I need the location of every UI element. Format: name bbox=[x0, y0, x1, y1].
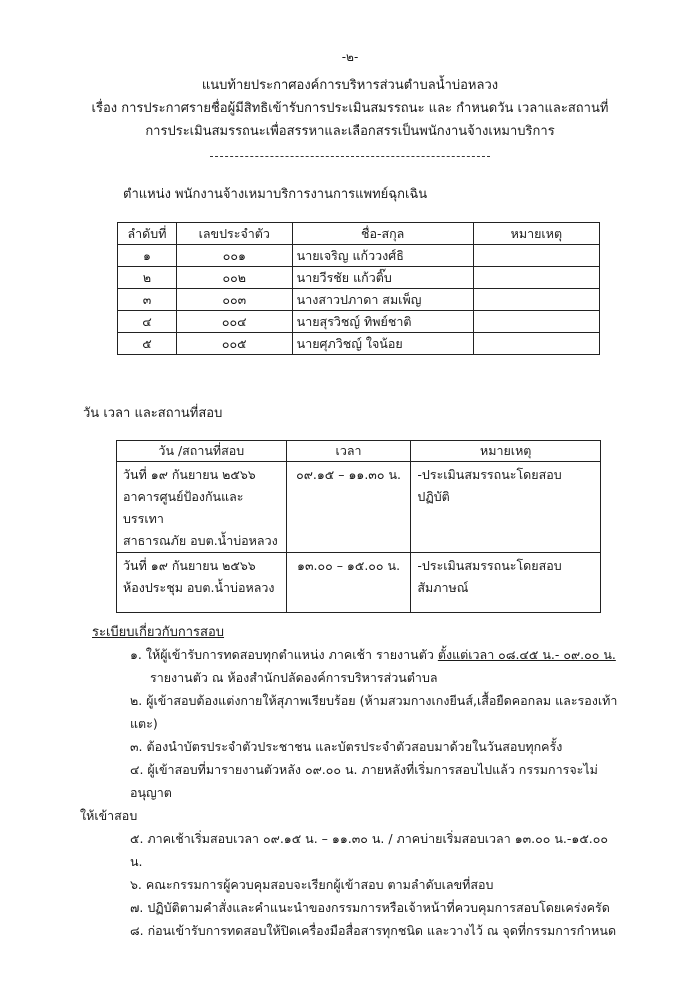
list-item: ๕. ภาคเช้าเริ่มสอบเวลา ๐๙.๑๕ น. – ๑๑.๓๐ น. / ภาคบ่ายเริ่มสอบเวลา ๑๓.๐๐ น.-๑๕.๐๐ น. bbox=[130, 831, 609, 869]
schedule-heading: วัน เวลา และสถานที่สอบ bbox=[83, 406, 223, 421]
document-header bbox=[0, 74, 700, 143]
place-date: วันที่ ๑๙ กันยายน ๒๕๖๖ bbox=[123, 467, 256, 482]
list-item: ๗. ปฏิบัติตามคำสั่งและคำแนะนำของกรรมการหรือเจ้าหน้าที่ควบคุมการสอบโดยเคร่งครัด bbox=[130, 900, 610, 915]
cell-note bbox=[473, 245, 599, 267]
cell-id: ๐๐๒ bbox=[176, 267, 292, 289]
page-number: -๒- bbox=[341, 50, 359, 64]
table-row bbox=[118, 311, 600, 333]
header-note: หมายเหตุ bbox=[473, 223, 599, 245]
cell-id: ๐๐๕ bbox=[176, 333, 292, 355]
list-item: ๖. คณะกรรมการผู้ควบคุมสอบจะเรียกผู้เข้าสอบ ตามลำดับเลขที่สอบ bbox=[130, 877, 494, 892]
schedule-table bbox=[116, 440, 601, 613]
table-row bbox=[118, 289, 600, 311]
cell-id: ๐๐๔ bbox=[176, 311, 292, 333]
cell-note: -ประเมินสมรรถนะโดยสอบปฏิบัติ bbox=[411, 462, 601, 553]
cell-note bbox=[473, 311, 599, 333]
list-item: ให้เข้าสอบ bbox=[80, 808, 138, 823]
cell-name: นายสุรวิชญ์ ทิพย์ชาติ bbox=[292, 311, 473, 333]
cell-id: ๐๐๑ bbox=[176, 245, 292, 267]
cell-order: ๔ bbox=[118, 311, 177, 333]
cell-name: นางสาวปภาดา สมเพ็ญ bbox=[292, 289, 473, 311]
cell-note bbox=[473, 267, 599, 289]
cell-order: ๑ bbox=[118, 245, 177, 267]
schedule-table-header bbox=[117, 441, 601, 462]
cell-name: นายศุภวิชญ์ ใจน้อย bbox=[292, 333, 473, 355]
header-id: เลขประจำตัว bbox=[176, 223, 292, 245]
cell-id: ๐๐๓ bbox=[176, 289, 292, 311]
cell-order: ๒ bbox=[118, 267, 177, 289]
header-name: ชื่อ-สกุล bbox=[292, 223, 473, 245]
header-line-3: การประเมินสมรรถนะเพื่อสรรหาและเลือกสรรเป็นพนักงานจ้างเหมาบริการ bbox=[145, 124, 555, 139]
header-note: หมายเหตุ bbox=[411, 441, 601, 462]
list-item: ๘. ก่อนเข้ารับการทดสอบให้ปิดเครื่องมือสื่อสารทุกชนิด และวางไว้ ณ จุดที่กรรมการกำหนด bbox=[130, 923, 617, 938]
header-time: เวลา bbox=[286, 441, 411, 462]
rules-list bbox=[80, 643, 620, 942]
cell-order: ๕ bbox=[118, 333, 177, 355]
list-item bbox=[80, 643, 620, 666]
place-venue-cont: สาธารณภัย อบต.น้ำบ่อหลวง bbox=[123, 533, 278, 548]
table-row bbox=[117, 553, 601, 613]
position-label: ตำแหน่ง พนักงานจ้างเหมาบริการงานการแพทย์ฉุกเฉิน bbox=[123, 187, 428, 202]
cell-note: -ประเมินสมรรถนะโดยสอบสัมภาษณ์ bbox=[411, 553, 601, 613]
rules-heading: ระเบียบเกี่ยวกับการสอบ bbox=[92, 625, 225, 640]
place-venue: อาคารศูนย์ป้องกันและบรรเทา bbox=[123, 489, 244, 526]
cell-note bbox=[473, 333, 599, 355]
candidate-table-header bbox=[118, 223, 600, 245]
table-row bbox=[118, 245, 600, 267]
cell-order: ๓ bbox=[118, 289, 177, 311]
list-item: รายงานตัว ณ ห้องสำนักปลัดองค์การบริหารส่วนตำบล bbox=[150, 670, 438, 685]
list-item: ๔. ผู้เข้าสอบที่มารายงานตัวหลัง ๐๙.๐๐ น. ภายหลังที่เริ่มการสอบไปแล้ว กรรมการจะไม่อนุญาต bbox=[130, 762, 598, 800]
cell-name: นายวีรชัย แก้วติ๊บ bbox=[292, 267, 473, 289]
table-row bbox=[117, 462, 601, 553]
list-item: ๒. ผู้เข้าสอบต้องแต่งกายให้สุภาพเรียบร้อย (ห้ามสวมกางเกงยีนส์,เสื้อยืดคอกลม และรองเท้าแตะ) bbox=[130, 693, 618, 731]
list-item: ๓. ต้องนำบัตรประจำตัวประชาชน และบัตรประจำตัวสอบมาด้วยในวันสอบทุกครั้ง bbox=[130, 739, 563, 754]
candidate-table bbox=[117, 222, 600, 355]
header-line-1: แนบท้ายประกาศองค์การบริหารส่วนตำบลน้ำบ่อหลวง bbox=[201, 78, 499, 93]
place-venue: ห้องประชุม อบต.น้ำบ่อหลวง bbox=[123, 580, 275, 595]
cell-name: นายเจริญ แก้ววงศ์ธิ bbox=[292, 245, 473, 267]
rule-1-time: ตั้งแต่เวลา ๐๘.๔๕ น.- ๐๙.๐๐ น. bbox=[437, 647, 616, 662]
table-row bbox=[118, 267, 600, 289]
dashed-divider bbox=[210, 156, 490, 157]
cell-note bbox=[473, 289, 599, 311]
table-row bbox=[118, 333, 600, 355]
cell-place bbox=[117, 553, 287, 613]
header-order: ลำดับที่ bbox=[118, 223, 177, 245]
cell-place bbox=[117, 462, 287, 553]
place-date: วันที่ ๑๙ กันยายน ๒๕๖๖ bbox=[123, 558, 256, 573]
cell-time: ๐๙.๑๕ – ๑๑.๓๐ น. bbox=[286, 462, 411, 553]
header-place: วัน /สถานที่สอบ bbox=[117, 441, 287, 462]
cell-time: ๑๓.๐๐ – ๑๕.๐๐ น. bbox=[286, 553, 411, 613]
rule-1-text: ๑. ให้ผู้เข้ารับการทดสอบทุกตำแหน่ง ภาคเช้า รายงานตัว bbox=[130, 647, 438, 662]
header-line-2: เรื่อง การประกาศรายชื่อผู้มีสิทธิเข้ารับการประเมินสมรรถนะ และ กำหนดวัน เวลาและสถานที่ bbox=[91, 101, 609, 116]
